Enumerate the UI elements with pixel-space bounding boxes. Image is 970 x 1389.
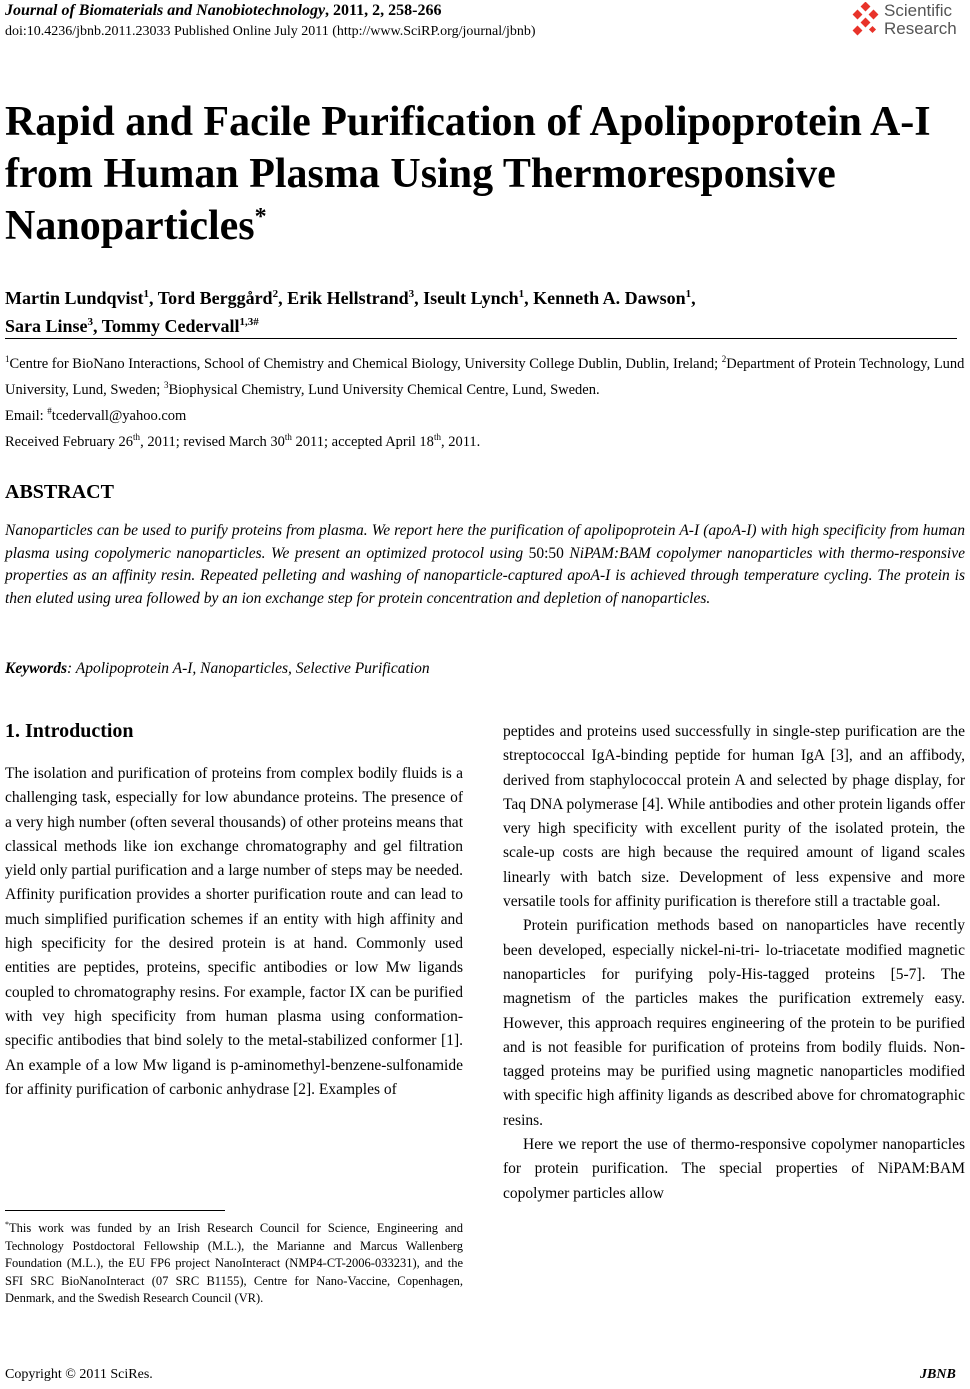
revised-text: , 2011; revised March 30 [140, 433, 285, 450]
accepted-text: 2011; accepted April 18 [291, 433, 434, 450]
keywords-text: : Apolipoprotein A-I, Nanoparticles, Selective Purification [67, 660, 430, 677]
doi-line: doi:10.4236/jbnb.2011.23033 Published Online July 2011 (http://www.SciRP.org/journal/jbnb) [5, 24, 536, 39]
keywords [5, 660, 430, 678]
paper-title-text: Rapid and Facile Purification of Apolipoprotein A-I from Human Plasma Using Thermoresponsive Nanoparticles [5, 99, 931, 249]
header-divider [5, 338, 957, 339]
logo-text [884, 2, 957, 38]
footnote-divider [5, 1210, 225, 1211]
footnote-mark: * [5, 1220, 9, 1229]
journal-citation: , 2011, 2, 258-266 [325, 2, 442, 19]
abstract-text: Nanoparticles can be used to purify proteins from plasma. We report here the purification of apolipoprotein A-I ( [5, 522, 709, 539]
journal-name: Journal of Biomaterials and Nanobiotechnology [5, 2, 326, 19]
footnote-text: This work was funded by an Irish Research Council for Science, Engineering and Technology Postdoctoral Fellowship (M.L.), the Marianne and Marcus Wallenberg Foundation (M.L.), the EU FP6 project NanoInteract (NMP4-CT-2006-033231), and the SFI SRC BioNanoInteract (07 SRC B1155), Centre for Nano-Vaccine, Copenhagen, Denmark, and the Swedish Research Council (VR). [5, 1221, 463, 1306]
email-label: Email: [5, 407, 48, 424]
funding-footnote [5, 1216, 463, 1308]
copyright-footer: Copyright © 2011 SciRes. [5, 1367, 153, 1382]
author [158, 288, 287, 308]
right-column [503, 720, 965, 1206]
received-text: Received February 26 [5, 433, 134, 450]
author-name: Tommy Cedervall [101, 316, 240, 336]
ordinal-suffix: th [133, 432, 141, 442]
author [287, 288, 423, 308]
logo-mark-icon [850, 2, 884, 38]
author-separator: , [278, 288, 288, 308]
author-list [5, 282, 965, 338]
author-name: Tord Berggård [157, 288, 273, 308]
affiliation-mark: 2 [721, 354, 727, 364]
author-name: Iseult Lynch [423, 288, 519, 308]
affiliations [5, 349, 965, 426]
author-name: Erik Hellstrand [287, 288, 409, 308]
affiliation-text: Department of Protein Technology, Lund University, Lund, Sweden; [5, 355, 965, 398]
scientific-research-logo [850, 2, 968, 42]
affiliation-text: Centre for BioNano Interactions, School of Chemistry and Chemical Biology, University College Dublin, Dublin, Ireland; [9, 355, 722, 372]
ordinal-suffix: th [433, 432, 441, 442]
abstract-apo-term: apoA-I [708, 522, 752, 539]
author-separator: , [414, 288, 424, 308]
author-affiliation-mark: 1 [685, 288, 692, 300]
affiliation-mark: 3 [163, 379, 169, 390]
author-affiliation-mark: 3 [87, 316, 94, 328]
logo-line-1: Scientific [884, 1, 953, 20]
author [423, 288, 533, 308]
author-affiliation-mark: 1 [518, 288, 525, 300]
paragraph: Here we report the use of thermo-responsive copolymer nanoparticles for protein purification. The special properties of NiPAM:BAM copolymer particles allow [503, 1136, 965, 1202]
author-separator: , [149, 288, 158, 308]
author-separator: , [691, 288, 696, 308]
paragraph: peptides and proteins used successfully in single-step purification are the streptococcal IgA-binding peptide for human IgA [3], and an affibody, derived from staphylococcal protein A and selected by phage display, for Taq DNA polymerase [4]. While antibodies and other protein ligands offer very high specificity with excellent purity of the isolated protein, the scale-up costs are high because the required amount of ligand scales linearly with batch size. Development of less expensive and more versatile tools for affinity purification is therefore still a tractable goal. [503, 723, 965, 911]
abstract-body [5, 520, 965, 610]
paper-title [5, 96, 965, 252]
title-footnote-mark: * [254, 204, 267, 230]
received-dates [5, 432, 480, 451]
journal-header [5, 2, 442, 20]
date-end-text: , 2011. [440, 433, 481, 450]
author-separator: , [524, 288, 534, 308]
email-mark: # [47, 405, 52, 416]
section-heading-introduction: 1. Introduction [5, 720, 134, 742]
journal-abbreviation: JBNB [920, 1367, 956, 1382]
author-affiliation-mark: 2 [272, 288, 279, 300]
author [5, 288, 158, 308]
affiliation-mark: 1 [5, 354, 10, 364]
email-address[interactable]: tcedervall@yahoo.com [51, 407, 187, 424]
abstract-heading: ABSTRACT [5, 481, 114, 503]
paragraph: Protein purification methods based on nanoparticles have recently been developed, especially nickel-ni-tri- lo-triacetate modified magnetic nanoparticles for purifying poly-His-tagged proteins [5-7]. The magnetism of the particles makes the purification extremely easy. However, this approach requires engineering of the protein to be purified and is not feasible for purification of proteins from bodily fluids. Non-tagged proteins may be purified using magnetic nanoparticles modified with specific high affinity ligands as described above for chromatographic resins. [503, 917, 965, 1129]
author-name: Kenneth A. Dawson [533, 288, 686, 308]
author-affiliation-mark: 1,3# [239, 316, 259, 328]
logo-line-2: Research [884, 19, 957, 38]
abstract-text: ) with high specificity from human plasma using copolymeric nanoparticles. We present an optimized protocol using [5, 522, 965, 562]
keywords-label: Keywords [5, 660, 67, 677]
author [102, 316, 259, 336]
author-affiliation-mark: 1 [143, 288, 150, 300]
abstract-text: NiPAM:BAM copolymer nanoparticles with thermo-responsive properties as an affinity resin. Repeated pelleting and washing of nanoparticle-captured apoA-I is achieved through temperature cycling. The protein is then eluted using urea followed by an ion exchange step for protein concentration and depletion of nanoparticles. [5, 544, 965, 607]
affiliation-text: Biophysical Chemistry, Lund University Chemical Centre, Lund, Sweden. [168, 381, 600, 398]
author-affiliation-mark: 3 [408, 288, 415, 300]
ordinal-suffix: th [284, 432, 292, 442]
paragraph: The isolation and purification of proteins from complex bodily fluids is a challenging task, especially for low abundance proteins. The presence of a very high number (often several thousands) of other proteins means that classical methods like ion exchange chromatography and gel filtration yield only partial purification and a large number of steps may be needed. Affinity purification provides a shorter purification route and can lead to much simplified purification schemes if an entity with high affinity and high specificity for the desired protein is at hand. Commonly used entities are peptides, proteins, specific antibodies or low Mw ligands coupled to chromatography resins. For example, factor IX can be purified with vey high specificity from human plasma using conformation-specific antibodies that bind solely to the metal-stabilized conformer [1]. An example of a low Mw ligand is p-aminomethyl-benzene-sulfonamide for affinity purification of carbonic anhydrase [2]. Examples of [5, 765, 463, 1098]
author [5, 316, 102, 336]
author-separator: , [93, 316, 102, 336]
author-name: Martin Lundqvist [5, 288, 144, 308]
abstract-ratio: 50:50 [528, 544, 564, 562]
author [533, 288, 696, 308]
author-name: Sara Linse [5, 316, 88, 336]
left-column [5, 762, 463, 1102]
